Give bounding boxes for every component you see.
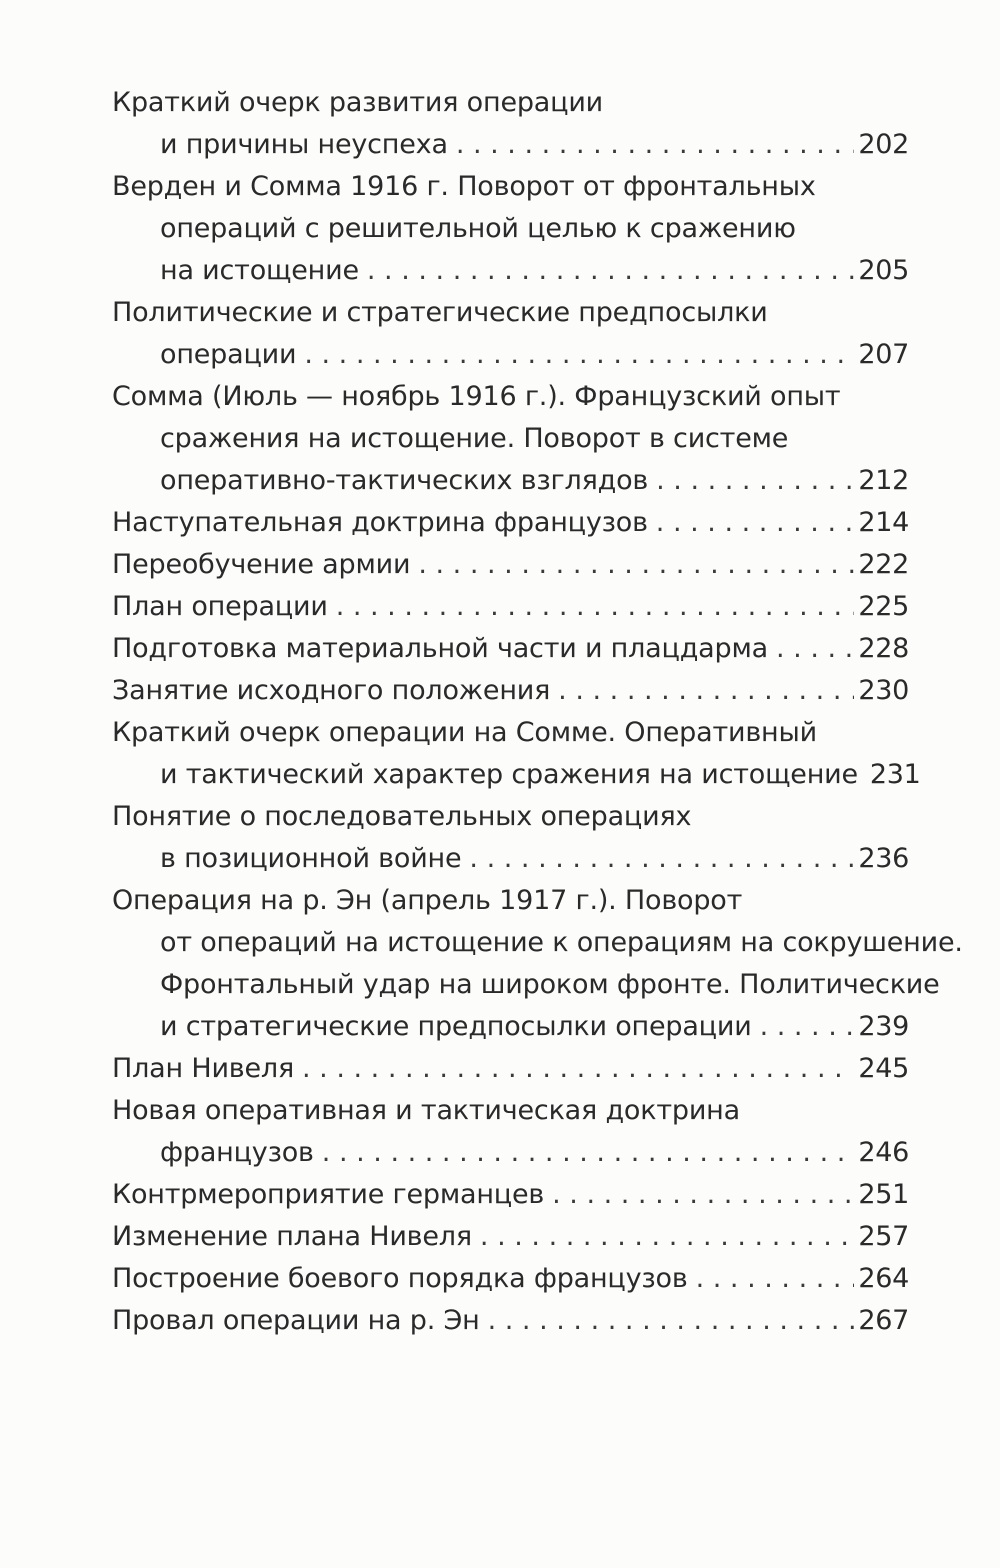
dot-leader [558, 670, 854, 712]
dot-leader [480, 1216, 854, 1258]
toc-page-number: 202 [858, 129, 909, 160]
toc-entry [0, 1300, 1000, 1342]
dot-leader [469, 838, 854, 880]
dot-leader [418, 544, 854, 586]
toc-entry-line-with-page [0, 544, 1000, 586]
dot-leader [488, 1300, 855, 1342]
toc-entry-text: и стратегические предпосылки операции [160, 1011, 752, 1042]
toc-entry-text: Провал операции на р. Эн [112, 1305, 480, 1336]
toc-entry-line-with-page [0, 838, 1000, 880]
toc-entry-line-with-page [0, 250, 1000, 292]
toc-entry-text: и причины неуспеха [160, 129, 448, 160]
dot-leader [552, 1174, 854, 1216]
toc-entry-text: в позиционной войне [160, 843, 462, 874]
toc-entry [0, 82, 1000, 166]
toc-entry-text: операции [160, 339, 297, 370]
toc-page-number: 230 [858, 675, 909, 706]
toc-entry [0, 1258, 1000, 1300]
toc-page-number: 207 [858, 339, 909, 370]
toc-entry-line [0, 208, 1000, 250]
toc-entry-line-with-page [0, 334, 1000, 376]
toc-entry-text: Изменение плана Нивеля [112, 1221, 472, 1252]
toc-entry-line [0, 418, 1000, 460]
toc-entry-text: Политические и стратегические предпосылки [112, 297, 768, 328]
dot-leader [322, 1132, 855, 1174]
toc-entry-text: Подготовка материальной части и плацдарма [112, 633, 768, 664]
toc-entry-text: оперативно-тактических взглядов [160, 465, 649, 496]
toc-entry-line [0, 376, 1000, 418]
toc-page-number: 251 [858, 1179, 909, 1210]
toc-entry [0, 166, 1000, 292]
toc-entry-text: Понятие о последовательных операциях [112, 801, 692, 832]
toc-entry-line [0, 796, 1000, 838]
toc-entry-line-with-page [0, 1048, 1000, 1090]
toc-page-number: 228 [858, 633, 909, 664]
toc-entry [0, 292, 1000, 376]
toc-page-number: 267 [858, 1305, 909, 1336]
toc-entry-text: Контрмероприятие германцев [112, 1179, 545, 1210]
toc-entry-line [0, 82, 1000, 124]
table-of-contents [0, 82, 1000, 1342]
toc-entry-line-with-page [0, 1132, 1000, 1174]
toc-page-number: 246 [858, 1137, 909, 1168]
toc-entry-line-with-page [0, 1174, 1000, 1216]
dot-leader [336, 586, 855, 628]
toc-entry-text: Верден и Сомма 1916 г. Поворот от фронтальных [112, 171, 816, 202]
toc-page-number: 236 [858, 843, 909, 874]
toc-page-number: 239 [858, 1011, 909, 1042]
toc-page-number: 225 [858, 591, 909, 622]
toc-entry-text: операций с решительной целью к сражению [160, 213, 796, 244]
toc-entry-text: План операции [112, 591, 328, 622]
toc-page-number: 231 [869, 759, 921, 790]
dot-leader [776, 628, 854, 670]
toc-entry-text: План Нивеля [112, 1053, 295, 1084]
toc-page-number: 264 [858, 1263, 909, 1294]
toc-entry-line-with-page [0, 1216, 1000, 1258]
toc-entry [0, 1174, 1000, 1216]
dot-leader [760, 1006, 855, 1048]
toc-page-number: 212 [858, 465, 909, 496]
toc-entry-line-with-page [0, 124, 1000, 166]
toc-entry-text: французов [160, 1137, 314, 1168]
toc-entry-text: Новая оперативная и тактическая доктрина [112, 1095, 740, 1126]
toc-entry-line-with-page [0, 502, 1000, 544]
toc-entry-line-with-page [0, 1300, 1000, 1342]
toc-entry-text: Наступательная доктрина французов [112, 507, 648, 538]
toc-entry [0, 712, 1000, 796]
toc-page-number: 245 [858, 1053, 909, 1084]
toc-entry-line [0, 712, 1000, 754]
toc-entry-text: Занятие исходного положения [112, 675, 551, 706]
toc-entry-line [0, 166, 1000, 208]
toc-entry-text: Сомма (Июль — ноябрь 1916 г.). Французский опыт [112, 381, 841, 412]
toc-page-number: 222 [858, 549, 909, 580]
toc-entry-line [0, 964, 1000, 1006]
toc-entry-text: и тактический характер сражения на истощение [160, 759, 858, 790]
toc-entry [0, 880, 1000, 1048]
toc-entry [0, 628, 1000, 670]
toc-entry [0, 796, 1000, 880]
toc-entry-line-with-page [0, 754, 1000, 796]
toc-entry [0, 376, 1000, 502]
dot-leader [456, 124, 855, 166]
toc-entry-text: сражения на истощение. Поворот в системе [160, 423, 789, 454]
toc-entry-text: от операций на истощение к операциям на сокрушение. [160, 927, 963, 958]
toc-entry [0, 1090, 1000, 1174]
toc-entry [0, 670, 1000, 712]
toc-entry-line-with-page [0, 460, 1000, 502]
toc-entry-text: на истощение [160, 255, 359, 286]
toc-entry [0, 1216, 1000, 1258]
toc-entry-text: Краткий очерк развития операции [112, 87, 604, 118]
dot-leader [656, 502, 855, 544]
toc-entry-line-with-page [0, 670, 1000, 712]
toc-entry-line [0, 1090, 1000, 1132]
toc-entry [0, 1048, 1000, 1090]
toc-entry [0, 544, 1000, 586]
toc-entry-text: Переобучение армии [112, 549, 411, 580]
dot-leader [696, 1258, 855, 1300]
toc-page-number: 205 [858, 255, 909, 286]
dot-leader [304, 334, 854, 376]
dot-leader [367, 250, 854, 292]
toc-entry-line-with-page [0, 1006, 1000, 1048]
toc-page-number: 257 [858, 1221, 909, 1252]
toc-entry-line [0, 922, 1000, 964]
toc-entry-line-with-page [0, 1258, 1000, 1300]
toc-entry-text: Операция на р. Эн (апрель 1917 г.). Поворот [112, 885, 743, 916]
toc-entry-line-with-page [0, 586, 1000, 628]
dot-leader [656, 460, 854, 502]
toc-entry-line [0, 880, 1000, 922]
toc-entry-text: Краткий очерк операции на Сомме. Оперативный [112, 717, 817, 748]
toc-page-number: 214 [858, 507, 909, 538]
toc-entry-text: Фронтальный удар на широком фронте. Политические [160, 969, 940, 1000]
toc-entry-text: Построение боевого порядка французов [112, 1263, 688, 1294]
toc-entry-line-with-page [0, 628, 1000, 670]
toc-entry-line [0, 292, 1000, 334]
toc-entry [0, 502, 1000, 544]
dot-leader [302, 1048, 854, 1090]
toc-entry [0, 586, 1000, 628]
